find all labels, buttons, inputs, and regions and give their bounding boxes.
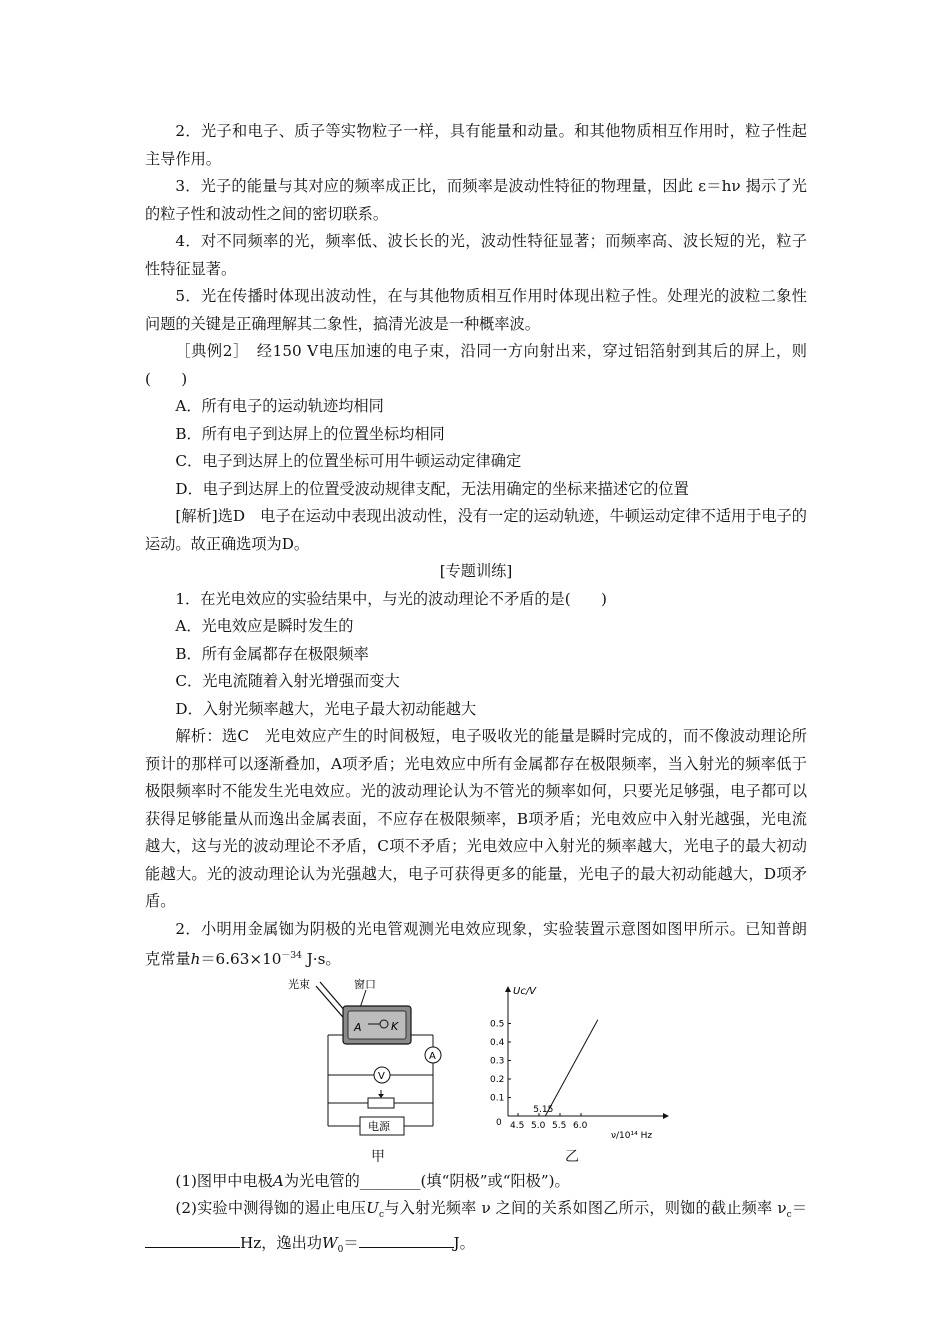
x-tick-label: 5.5 [552, 1120, 567, 1131]
x-tick-label: 6.0 [573, 1120, 588, 1131]
label-electrode-a: A [354, 1020, 362, 1034]
point-3: 3．光子的能量与其对应的频率成正比，而频率是波动性特征的物理量，因此 ε＝hν 揭示了光的粒子性和波动性之间的密切联系。 [145, 177, 807, 223]
figure-apparatus [288, 978, 458, 1168]
caption-jia: 甲 [371, 1148, 385, 1165]
origin-label: 0 [496, 1117, 502, 1128]
label-window: 窗口 [354, 977, 376, 991]
apparatus-diagram [288, 978, 458, 1168]
y-tick-label: 0.1 [490, 1093, 505, 1104]
figure-chart [475, 978, 675, 1168]
power-source-label: 电源 [368, 1119, 390, 1133]
example-option-c: C．电子到达屏上的位置坐标可用牛顿运动定律确定 [175, 452, 522, 470]
example-analysis: [解析]选D 电子在运动中表现出波动性，没有一定的运动轨迹，牛顿运动定律不适用于电子的运动。故正确选项为D。 [145, 507, 807, 553]
answer-blank-cutoff[interactable] [145, 1231, 240, 1248]
y-tick-label: 0.3 [490, 1056, 505, 1067]
label-electrode-k: K [391, 1019, 399, 1033]
stopping-voltage-chart [475, 978, 675, 1148]
point-4: 4．对不同频率的光，频率低、波长长的光，波动性特征显著；而频率高、波长短的光，粒子性特征显著。 [145, 232, 807, 278]
x-tick-label: 5.0 [531, 1120, 546, 1131]
label-light-beam: 光束 [288, 977, 310, 991]
q1-option-a: A．光电效应是瞬时发生的 [175, 617, 354, 635]
y-tick-label: 0.2 [490, 1074, 505, 1085]
voltmeter-label: V [378, 1070, 385, 1082]
q2-sub2: (2)实验中测得铷的遏止电压$U_c$与入射光频率 ν 之间的关系如图乙所示，则铷的截止频率 $\nu_c=Hz$，逸出功$W_0= J$。 [145, 1195, 807, 1264]
series-line [545, 1019, 598, 1115]
answer-blank-work-function[interactable] [359, 1231, 454, 1248]
x-axis-label: ν/10¹⁴ Hz [611, 1130, 653, 1141]
example-option-b: B．所有电子到达屏上的位置坐标均相同 [175, 424, 445, 443]
ammeter-label: A [429, 1050, 436, 1062]
section-title: [专题训练] [439, 562, 513, 580]
y-tick-label: 0.4 [490, 1037, 505, 1048]
annotation-intercept: 5.15 [533, 1104, 554, 1115]
example-stem: ［典例2］ 经150 V电压加速的电子束，沿同一方向射出来，穿过铝箔射到其后的屏上，则( ) [145, 342, 807, 388]
q1-stem: 1．在光电效应的实验结果中，与光的波动理论不矛盾的是( ) [175, 589, 607, 608]
q1-option-d: D．入射光频率越大，光电子最大初动能越大 [175, 699, 477, 718]
x-tick-label: 4.5 [510, 1120, 525, 1131]
y-axis-label: Uc/V [513, 985, 537, 997]
q1-option-c: C．光电流随着入射光增强而变大 [175, 672, 400, 690]
example-option-a: A．所有电子的运动轨迹均相同 [175, 397, 384, 415]
example-option-d: D．电子到达屏上的位置受波动规律支配，无法用确定的坐标来描述它的位置 [175, 479, 689, 498]
document-page [145, 118, 807, 1264]
figures [145, 978, 807, 1168]
point-2: 2．光子和电子、质子等实物粒子一样，具有能量和动量。和其他物质相互作用时，粒子性起主导作用。 [145, 122, 807, 168]
q2-stem: 2．小明用金属铷为阴极的光电管观测光电效应现象，实验装置示意图如图甲所示。已知普朗克常量$h=6.63\times 10^{-34}$ J·s。 [145, 919, 807, 969]
caption-yi: 乙 [565, 1148, 579, 1165]
q1-option-b: B．所有金属都存在极限频率 [175, 644, 369, 663]
q1-analysis: 解析：选C 光电效应产生的时间极短，电子吸收光的能量是瞬时完成的，而不像波动理论所预计的那样可以逐渐叠加，A项矛盾；光电效应中所有金属都存在极限频率，当入射光的频率低于极限频率时不能发生光电效应。光的波动理论认为不管光的频率如何，只要光足够强，电子都可以获得足够能量从而逸出金属表面，不应存在极限频率，B项矛盾；光电效应中入射光越强，光电流越大，这与光的波动理论不矛盾，C项不矛盾；光电效应中入射光的频率越大，光电子的最大初动能越大。光的波动理论认为光强越大，电子可获得更多的能量，光电子的最大初动能越大，D项矛盾。 [145, 727, 807, 910]
q2-sub1: (1)图甲中电极A为光电管的________(填“阴极”或“阳极”)。 [175, 1171, 570, 1190]
point-5: 5．光在传播时体现出波动性，在与其他物质相互作用时体现出粒子性。处理光的波粒二象性问题的关键是正确理解其二象性，搞清光波是一种概率波。 [145, 287, 807, 333]
y-tick-label: 0.5 [490, 1019, 505, 1030]
